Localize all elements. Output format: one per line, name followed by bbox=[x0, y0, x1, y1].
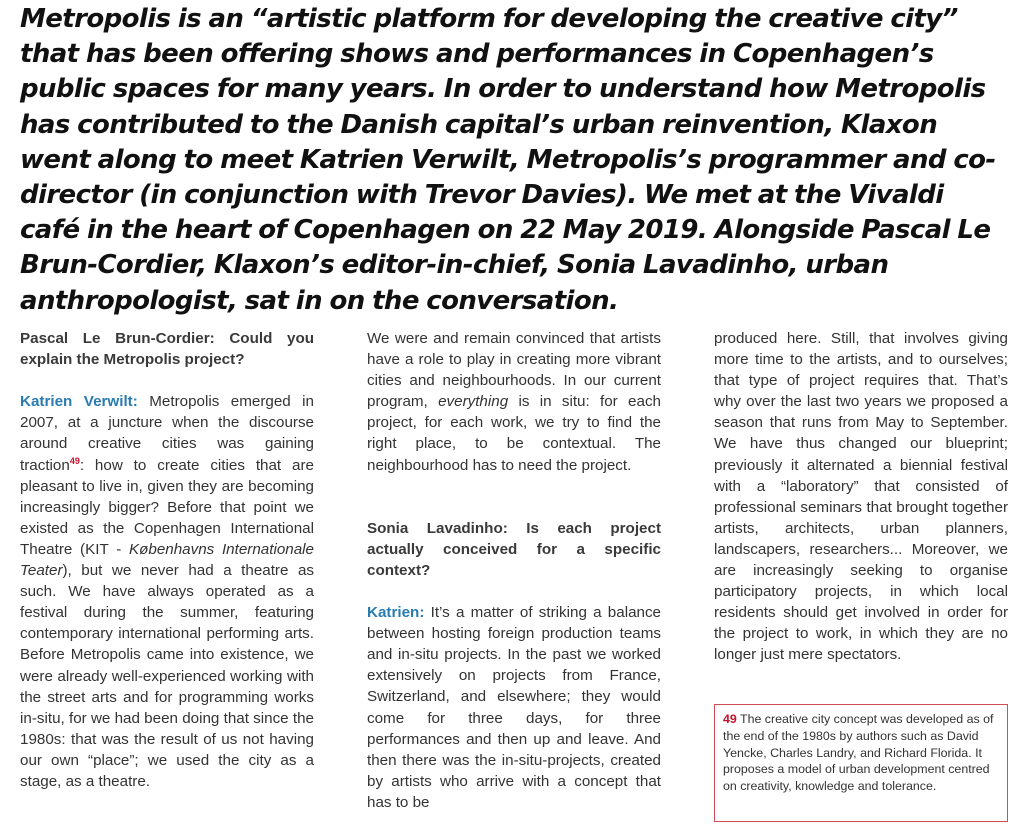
speaker-name: Katrien: bbox=[367, 604, 425, 622]
answer-text: ), but we never had a theatre as such. We have always operated as a festival during the summer, featuring contemporary international performing arts. Before Metropolis came into existence, we were already well-experienced working with the street arts and for programming works in-situ, for we had been doing that since the 1980s: that was the result of us not having our own “place”; we used the city as a stage, as a theatre. bbox=[20, 562, 314, 790]
question-sonia bbox=[367, 518, 661, 581]
intro-paragraph: Metropolis is an “artistic platform for developing the creative city” that has been offering shows and performances in Copenhagen’s public spaces for many years. In order to understand how Metropolis has contributed to the Danish capital’s urban reinvention, Klaxon went along to meet Katrien Verwilt, Metropolis’s programmer and co-director (in conjunction with Trevor Davies). We met at the Vivaldi café in the heart of Copenhagen on 22 May 2019. Alongside Pascal Le Brun-Cordier, Klaxon’s editor-in-chief, Sonia Lavadinho, urban anthropologist, sat in on the conversation. bbox=[20, 4, 996, 316]
question-pascal bbox=[20, 328, 314, 370]
answer-text: We were and remain convinced that artists have a role to play in creating more vibrant cities and neighbourhoods. In our current program, bbox=[367, 330, 661, 411]
speaker-name: Pascal Le Brun-Cordier: bbox=[20, 330, 215, 347]
answer-text: produced here. Still, that involves giving more time to the artists, and to ourselves; that type of project requires that. That’s why over the last two years we proposed a season that runs from May to September. We have thus changed our blueprint; previously it alternated a biennial festival with a “laboratory” that consisted of professional seminars that brought together artists, architects, urban planners, landscapers, researchers... Moreover, we are increasingly seeking to organise participatory projects, in which local residents should get involved in order for the project to work, in which they are no longer just mere spectators. bbox=[714, 330, 1008, 664]
article-column-2 bbox=[367, 328, 661, 813]
speaker-name: Sonia Lavadinho: bbox=[367, 519, 508, 537]
answer-text: Metropolis emerged in 2007, at a juncture when the discourse around creative cities was gaining traction bbox=[20, 393, 315, 474]
answer-continued bbox=[714, 328, 1008, 666]
answer-text-italic: everything bbox=[438, 393, 509, 411]
article-column-1 bbox=[20, 328, 314, 792]
answer-continued bbox=[367, 328, 661, 476]
answer-katrien bbox=[20, 391, 314, 792]
footnote-reference[interactable]: 49 bbox=[69, 455, 80, 466]
footnote-box bbox=[714, 704, 1008, 822]
answer-text: It’s a matter of striking a balance between hosting foreign production teams and in-situ projects. In the past we worked extensively on projects from France, Switzerland, and elsewhere; they would come for three days, for three performances and then up and leave. And then there was the in-situ-projects, created by artists who arrive with a concept that has to be bbox=[367, 604, 661, 811]
question-text: Could you explain the Metropolis project? bbox=[20, 330, 314, 369]
answer-katrien bbox=[367, 602, 661, 813]
speaker-name: Katrien Verwilt: bbox=[20, 393, 138, 411]
article-column-3 bbox=[714, 328, 1008, 666]
answer-text: is in situ: for each project, for each work, we try to find the right place, to be contextual. The neighbourhood has to need the project. bbox=[367, 393, 661, 474]
question-text: Is each project actually conceived for a specific context? bbox=[367, 519, 662, 579]
footnote-text: The creative city concept was developed as of the end of the 1980s by authors such as David Yencke, Charles Landry, and Richard Florida. It proposes a model of urban development centred on creativity, knowledge and tolerance. bbox=[723, 712, 994, 794]
answer-text: : how to create cities that are pleasant to live in, given they are becoming increasingly bigger? Before that point we existed as the Copenhagen International Theatre (KIT - bbox=[20, 456, 314, 558]
footnote-number: 49 bbox=[723, 712, 737, 726]
answer-text-italic: Københavns Internationale Teater bbox=[20, 540, 314, 580]
